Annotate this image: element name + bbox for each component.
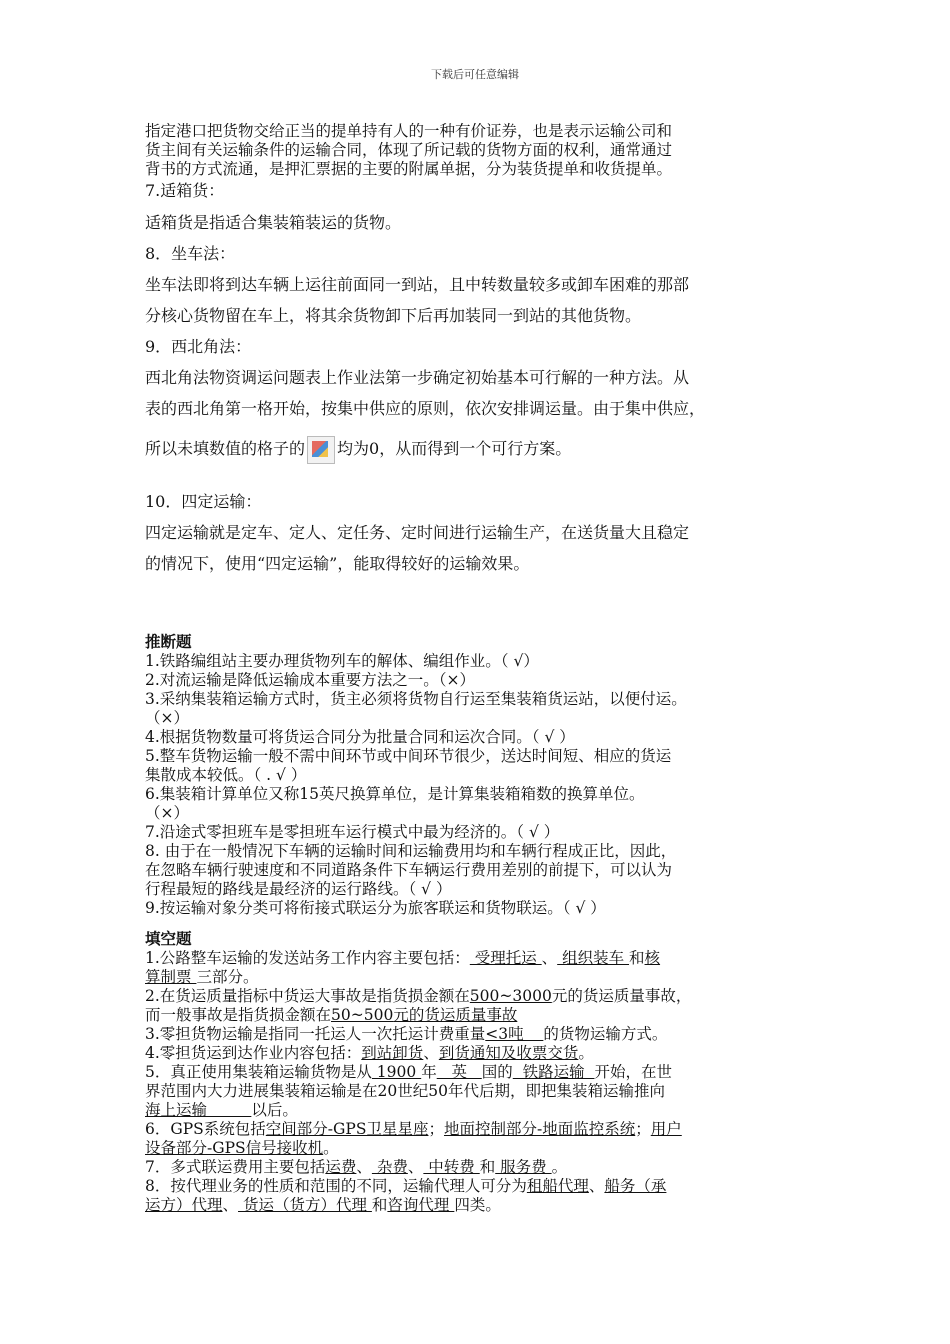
answer: 500~3000 — [469, 987, 552, 1005]
fill-q1 — [145, 949, 810, 968]
fill-title: 填空题 — [145, 930, 192, 948]
answer: 杂费 — [371, 1158, 408, 1176]
text: 、 — [356, 1158, 372, 1176]
def10-line: 的情况下，使用“四定运输”，能取得较好的运输效果。 — [145, 554, 530, 573]
text: 8．按代理业务的性质和范围的不同，运输代理人可分为 — [145, 1177, 527, 1195]
answer: 到站卸货 — [361, 1044, 424, 1062]
judge-line: 7.沿途式零担班车是零担班车运行模式中最为经济的。（ √ ） — [145, 823, 560, 841]
def9-line: 表的西北角第一格开始，按集中供应的原则，依次安排调运量。由于集中供应， — [145, 399, 706, 418]
answer: 中转费 — [423, 1158, 480, 1176]
judge-line: 3.采纳集装箱运输方式时，货主必须将货物自行运至集装箱货运站，以便付运。 — [145, 690, 687, 708]
text: 和 — [479, 1158, 496, 1176]
fill-q5-line2: 界范围内大力进展集装箱运输是在20世纪50年代后期，即把集装箱运输推向 — [145, 1082, 665, 1100]
text: 年 — [421, 1063, 437, 1081]
text: 、 — [222, 1196, 239, 1214]
judge-line: 4.根据货物数量可将货运合同分为批量合同和运次合同。（ √ ） — [145, 728, 575, 746]
text: 、 — [541, 949, 558, 967]
def7-title: 7.适箱货： — [145, 181, 225, 200]
judge-line: 5.整车货物运输一般不需中间环节或中间环节很少，送达时间短、相应的货运 — [145, 747, 672, 765]
judge-line: 8. 由于在一般情况下车辆的运输时间和运输费用均和车辆行程成正比，因此， — [145, 842, 677, 860]
answer: 租船代理 — [526, 1177, 589, 1195]
text: 而一般事故是指货损金额在 — [145, 1006, 332, 1024]
judge-line: （×） — [145, 709, 189, 727]
def9-last-after: 均为0，从而得到一个可行方案。 — [337, 439, 572, 458]
fill-q2 — [145, 987, 810, 1006]
judge-line: 2.对流运输是降低运输成本重要方法之一。（×） — [145, 671, 476, 689]
text: 元的货运质量事故 — [393, 1006, 518, 1024]
text-line: 指定港口把货物交给正当的提单持有人的一种有价证券，也是表示运输公司和 — [145, 122, 673, 140]
text: 4.零担货运到达作业内容包括： — [145, 1044, 362, 1062]
text: ； — [635, 1120, 651, 1138]
def9-line: 西北角法物资调运问题表上作业法第一步确定初始基本可行解的一种方法。从 — [145, 368, 690, 387]
fill-section — [145, 930, 810, 1215]
answer: 船务（承 — [604, 1177, 667, 1195]
answer: 咨询代理 — [387, 1196, 455, 1214]
def9-title: 9．西北角法： — [145, 337, 252, 356]
fill-q1-cont — [145, 968, 810, 987]
answer: 海上运输 — [145, 1101, 252, 1119]
answer: 用户 — [650, 1120, 682, 1138]
judge-line: （×） — [145, 804, 189, 822]
text: 元的货运质量事故， — [551, 987, 692, 1005]
answer: 服务费 — [495, 1158, 552, 1176]
judge-line: 在忽略车辆行驶速度和不同道路条件下车辆运行费用差别的前提下，可以认为 — [145, 861, 673, 879]
text: 。 — [578, 1044, 594, 1062]
text: 6．GPS系统包括 — [145, 1120, 266, 1138]
text: 3.零担货物运输是指同一托运人一次托运计费重量 — [145, 1025, 486, 1043]
def9-last-before: 所以未填数值的格子的 — [145, 439, 306, 458]
text: 、 — [423, 1044, 439, 1062]
fill-q4 — [145, 1044, 810, 1063]
text: 开始，在世 — [594, 1063, 673, 1081]
document-body — [145, 122, 810, 1215]
judge-title: 推断题 — [145, 633, 192, 651]
text: 和 — [629, 949, 645, 967]
text: 。 — [551, 1158, 568, 1176]
def8-line: 分核心货物留在车上，将其余货物卸下后再加装同一到站的其他货物。 — [145, 306, 642, 325]
def10-title: 10．四定运输： — [145, 492, 262, 511]
def8-title: 8．坐车法： — [145, 244, 236, 263]
answer: 到货通知及收票交货 — [438, 1044, 579, 1062]
def10-line: 四定运输就是定车、定人、定任务、定时间进行运输生产，在送货量大且稳定 — [145, 523, 690, 542]
answer: 受理托运 — [469, 949, 542, 967]
fill-q8 — [145, 1177, 810, 1196]
fill-q6-cont — [145, 1139, 810, 1158]
answer: 50~500 — [331, 1006, 394, 1024]
text: 1.公路整车运输的发送站务工作内容主要包括： — [145, 949, 470, 967]
def7-body: 适箱货是指适合集装箱装运的货物。 — [145, 213, 402, 232]
answer: 铁路运输 — [512, 1063, 595, 1081]
definitions — [145, 179, 810, 579]
fill-q5-line3 — [145, 1101, 810, 1120]
fill-q7 — [145, 1158, 810, 1177]
judge-line: 行程最短的路线是最经济的运行路线。（ √ ） — [145, 880, 452, 898]
page-header: 下载后可任意编辑 — [431, 68, 519, 81]
judge-line: 1.铁路编组站主要办理货物列车的解体、编组作业。（ √） — [145, 652, 539, 670]
image-placeholder-icon — [307, 436, 335, 464]
text: 7．多式联运费用主要包括 — [145, 1158, 326, 1176]
judge-line: 9.按运输对象分类可将衔接式联运分为旅客联运和货物联运。（ √ ） — [145, 899, 606, 917]
text: 5．真正使用集装箱运输货物是从 — [145, 1063, 372, 1081]
answer: 地面控制部分-地面监控系统 — [443, 1120, 636, 1138]
answer: 英 — [436, 1063, 482, 1081]
fill-q6 — [145, 1120, 810, 1139]
text: 以后。 — [251, 1101, 298, 1119]
text-line: 货主间有关运输条件的运输合同，体现了所记载的货物方面的权利，通常通过 — [145, 141, 673, 159]
judge-section — [145, 633, 810, 918]
text: 、 — [588, 1177, 605, 1195]
text: 。 — [323, 1139, 339, 1157]
text: 的货物运输方式。 — [543, 1025, 668, 1043]
fill-q5 — [145, 1063, 810, 1082]
answer: 运方）代理 — [145, 1196, 223, 1214]
answer: 组织装车 — [557, 949, 630, 967]
def8-line: 坐车法即将到达车辆上运往前面同一到站，且中转数量较多或卸车困难的那部 — [145, 275, 690, 294]
answer: 运费 — [325, 1158, 357, 1176]
intro-paragraph — [145, 122, 810, 179]
text: 和 — [371, 1196, 388, 1214]
fill-q3 — [145, 1025, 810, 1044]
text-line: 背书的方式流通，是押汇票据的主要的附属单据，分为装货提单和收货提单。 — [145, 160, 673, 178]
answer: <3吨 — [485, 1025, 544, 1043]
def9-last-line — [145, 432, 810, 466]
judge-line: 集散成本较低。（ . √ ） — [145, 766, 307, 784]
text: 三部分。 — [196, 968, 259, 986]
text: 四类。 — [454, 1196, 501, 1214]
text: ； — [428, 1120, 444, 1138]
answer: 货运（货方）代理 — [238, 1196, 372, 1214]
answer: 算制票 — [145, 968, 197, 986]
text: 国的 — [481, 1063, 513, 1081]
answer: 空间部分-GPS卫星星座 — [265, 1120, 429, 1138]
fill-q8-cont — [145, 1196, 810, 1215]
judge-line: 6.集装箱计算单位又称15英尺换算单位，是计算集装箱箱数的换算单位。 — [145, 785, 645, 803]
text: 2.在货运质量指标中货运大事故是指货损金额在 — [145, 987, 470, 1005]
answer: 设备部分-GPS信号接收机 — [145, 1139, 324, 1157]
fill-q2-cont — [145, 1006, 810, 1025]
answer: 核 — [644, 949, 661, 967]
text: 、 — [407, 1158, 424, 1176]
answer: 1900 — [371, 1063, 422, 1081]
